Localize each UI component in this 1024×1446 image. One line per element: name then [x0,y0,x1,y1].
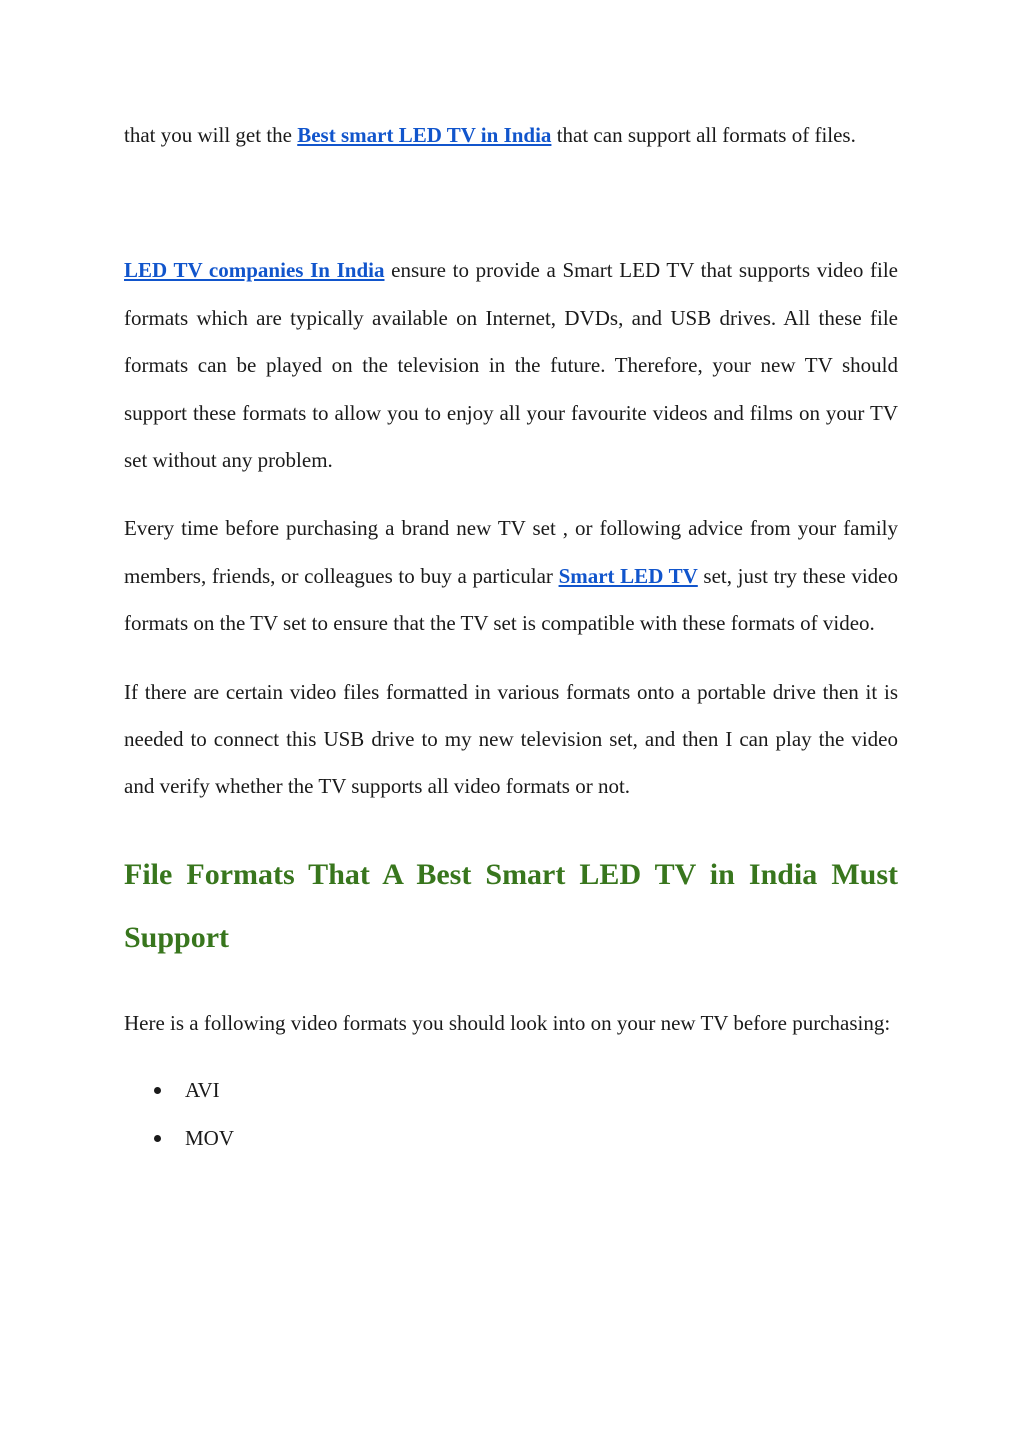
paragraph-text: set, just try these video formats on the TV set to ensure that the TV set is compatible with these formats of video. [124,563,898,636]
list-item [185,1067,898,1114]
best-smart-led-tv-link[interactable]: Best smart LED TV in India [297,123,552,147]
paragraph-usb-drive: If there are certain video files formatted in various formats onto a portable drive then it is needed to connect this USB drive to my new television set, and then I can play the video and verify whether the TV supports all video formats or not. [124,679,898,799]
paragraph-companies [124,247,898,484]
paragraph-text: that you will get the [124,123,298,147]
smart-led-tv-link[interactable]: Smart LED TV [558,563,698,588]
list-item-label: AVI [185,1078,220,1103]
paragraph-text: ensure to provide a Smart LED TV that supports video file formats which are typically available on Internet, DVDs, and USB drives. All these file formats can be played on the television in the future. Therefore, your new TV should support these formats to allow you to enjoy all your favourite videos and films on your TV set without any problem. [124,258,898,473]
bullet-icon [154,1135,161,1142]
paragraph-purchase-advice [124,505,898,647]
section-heading: File Formats That A Best Smart LED TV in India Must Support [124,857,898,954]
bullet-icon [154,1087,161,1094]
list-item [185,1115,898,1162]
paragraph-intro [124,112,898,159]
list-item-label: MOV [185,1125,235,1150]
led-tv-companies-link[interactable]: LED TV companies In India [124,258,385,283]
paragraph-text: Every time before purchasing a brand new TV set , or following advice from your family members, friends, or colleagues to buy a particular [124,516,898,588]
paragraph-formats-intro: Here is a following video formats you should look into on your new TV before purchasing: [124,1010,891,1035]
paragraph-text: that can support all formats of files. [551,123,856,147]
formats-list [124,1067,898,1162]
document-page [124,112,898,1162]
